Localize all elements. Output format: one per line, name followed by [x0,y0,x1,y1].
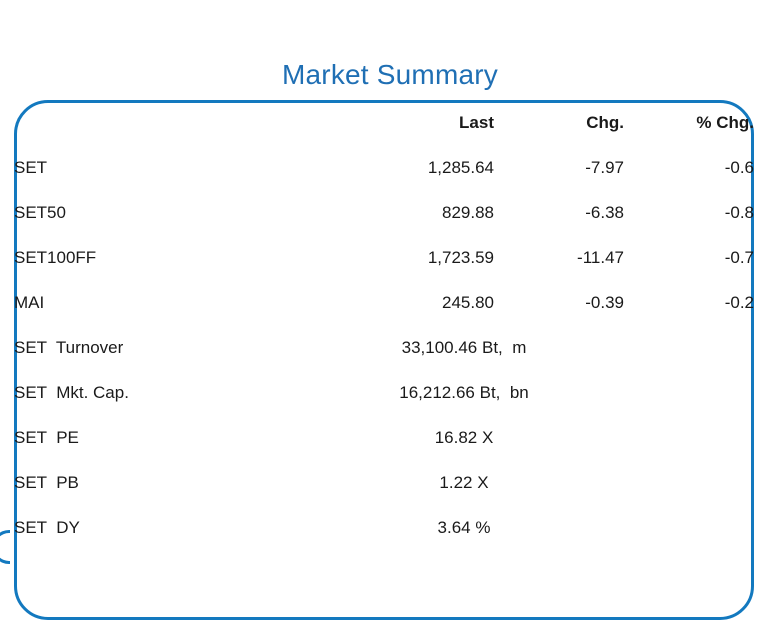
row-empty-cell [624,415,754,460]
column-header-pchg: % Chg. [696,112,754,132]
row-pct-chg: -0.6 [724,157,754,177]
row-empty-cell [624,370,754,415]
table-row [14,415,754,460]
column-header-last: Last [459,112,494,132]
table-row [14,235,754,280]
row-label: SET PE [14,427,79,447]
table-header [14,100,754,145]
table-row [14,460,754,505]
row-empty-cell [624,325,754,370]
row-empty-cell [624,505,754,550]
panel-left-arc-decoration [0,530,10,564]
row-pct-chg: -0.7 [724,247,754,267]
column-header-label [14,100,304,145]
column-header-chg: Chg. [586,112,624,132]
row-label: SET DY [14,517,80,537]
row-chg: -11.47 [577,247,624,267]
row-last: 1,723.59 [427,247,494,267]
row-chg: -6.38 [585,202,624,222]
row-label: SET100FF [14,247,97,267]
table-row [14,190,754,235]
row-value: 1.22 X [439,472,489,492]
table-row [14,145,754,190]
row-value: 33,100.46 Bt, m [401,337,527,357]
table-row [14,370,754,415]
row-value: 3.64 % [437,517,491,537]
row-chg: -0.39 [585,292,624,312]
row-label: SET [14,157,48,177]
table-row [14,280,754,325]
row-label: SET PB [14,472,79,492]
table-row [14,505,754,550]
row-label: MAI [14,292,45,312]
row-pct-chg: -0.2 [724,292,754,312]
row-value: 16.82 X [434,427,494,447]
market-summary-table-wrap [14,100,754,550]
row-chg: -7.97 [585,157,624,177]
row-last: 1,285.64 [427,157,494,177]
row-label: SET Turnover [14,337,124,357]
row-last: 829.88 [442,202,494,222]
table-header-row [14,100,754,145]
row-label: SET50 [14,202,66,222]
row-label: SET Mkt. Cap. [14,382,129,402]
row-pct-chg: -0.8 [724,202,754,222]
table-body [14,145,754,550]
market-summary-table [14,100,754,550]
table-row [14,325,754,370]
row-last: 245.80 [442,292,494,312]
page-title: Market Summary [282,58,498,90]
row-empty-cell [624,460,754,505]
row-value: 16,212.66 Bt, bn [399,382,529,402]
